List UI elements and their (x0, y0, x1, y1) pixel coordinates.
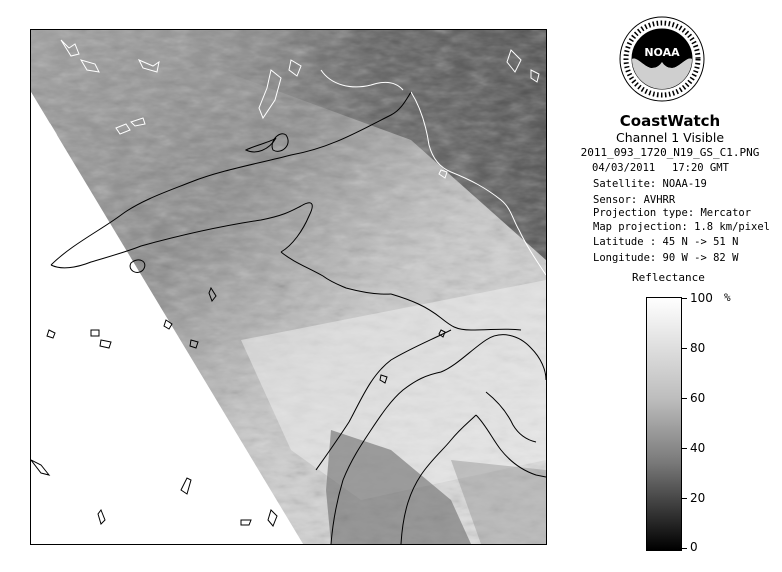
acquisition-date: 04/03/2011 (592, 162, 656, 174)
product-subtitle: Channel 1 Visible (615, 130, 725, 145)
colorbar-tick-label: 20 (690, 491, 706, 505)
product-title: CoastWatch (619, 112, 721, 130)
colorbar-unit: % (724, 291, 731, 304)
projection-type-label: Projection type: Mercator (593, 207, 752, 219)
noaa-logo (619, 16, 705, 102)
satellite-label: Satellite: NOAA-19 (593, 178, 707, 190)
colorbar-tick-label: 40 (690, 441, 706, 455)
colorbar-tick (681, 298, 687, 299)
reflectance-colorbar (646, 297, 682, 551)
colorbar-tick (681, 448, 687, 449)
map-projection-label: Map projection: 1.8 km/pixel (593, 221, 771, 233)
colorbar-tick-label: 60 (690, 391, 706, 405)
map-image (31, 30, 546, 544)
noaa-logo-text: NOAA (644, 46, 680, 59)
satellite-map (30, 29, 547, 545)
colorbar-tick (681, 548, 687, 549)
colorbar-title: Reflectance (632, 271, 705, 284)
longitude-label: Longitude: 90 W -> 82 W (593, 252, 739, 264)
colorbar-tick (681, 348, 687, 349)
latitude-label: Latitude : 45 N -> 51 N (593, 236, 739, 248)
sensor-label: Sensor: AVHRR (593, 194, 676, 206)
colorbar-tick (681, 398, 687, 399)
colorbar-tick-label: 80 (690, 341, 706, 355)
colorbar-tick (681, 498, 687, 499)
colorbar-tick-label: 0 (690, 540, 698, 554)
file-name: 2011_093_1720_N19_GS_C1.PNG (580, 146, 760, 159)
acquisition-time: 17:20 GMT (672, 162, 729, 174)
colorbar-tick-label: 100 (690, 291, 713, 305)
